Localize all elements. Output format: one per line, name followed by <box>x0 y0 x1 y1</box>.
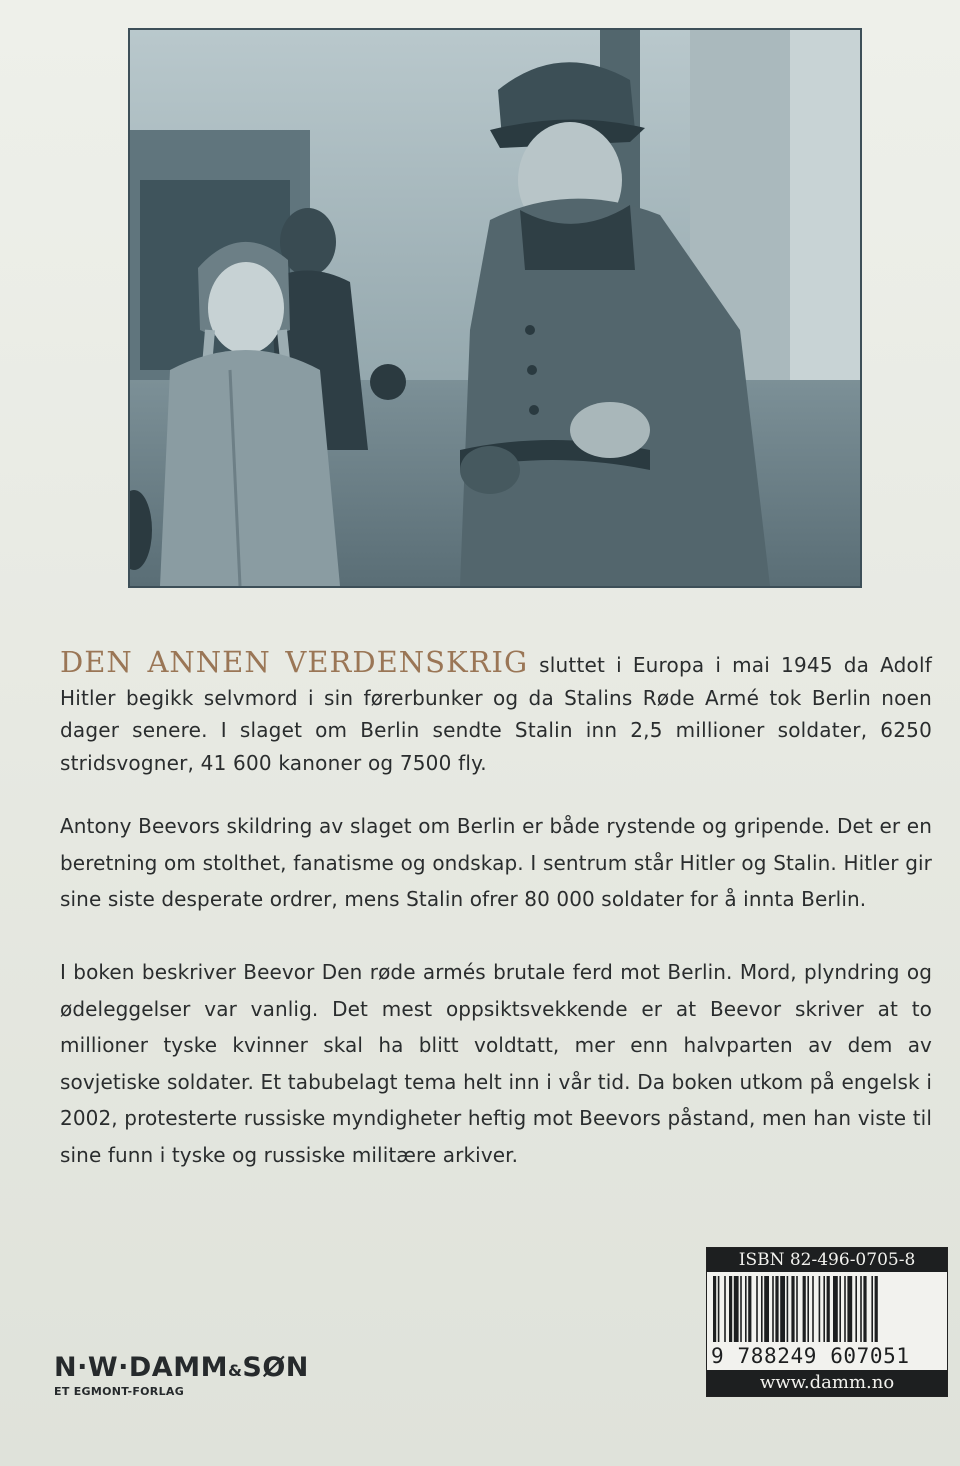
intro-paragraph <box>60 646 932 779</box>
paragraph-3: I boken beskriver Beevor Den røde armés brutale ferd mot Berlin. Mord, plyndring og ødeleggelser var vanlig. Det mest oppsiktsvekkende er at Beevor skriver at to millioner tyske kvinner skal ha blitt voldtatt, mer enn halvparten av dem av sovjetiske soldater. Et tabubelagt tema helt inn i vår tid. Da boken utkom på engelsk i 2002, protesterte russiske myndigheter heftig mot Beevors påstand, men han viste til sine funn i tyske og russiske militære arkiver. <box>60 960 932 1167</box>
paragraph-2: Antony Beevors skildring av slaget om Berlin er både rystende og gripende. Det er en beretning om stolthet, fanatisme og ondskap. I sentrum står Hitler og Stalin. Hitler gir sine siste desperate ordrer, mens Stalin ofrer 80 000 soldater for å innta Berlin. <box>60 814 932 911</box>
isbn-barcode-box <box>706 1247 948 1397</box>
barcode-number: 9 788249 607051 <box>711 1344 910 1368</box>
publisher-name-main: N·W·DAMM <box>54 1352 228 1383</box>
photo-soldier-and-girl <box>130 30 860 586</box>
cover-photo <box>128 28 862 588</box>
intro-caps-heading: DEN ANNEN VERDENSKRIG <box>60 645 529 679</box>
intro-text: sluttet i Europa i mai 1945 da Adolf Hitler begikk selvmord i sin førerbunker og da Stalins Røde Armé tok Berlin noen dager senere. I slaget om Berlin sendte Stalin inn 2,5 millioner soldater, 6250 stridsvogner, 41 600 kanoner og 7500 fly. <box>60 653 932 775</box>
isbn-label: ISBN 82-496-0705-8 <box>707 1248 947 1272</box>
publisher-name-end: SØN <box>242 1352 309 1383</box>
barcode-icon <box>713 1276 941 1342</box>
publisher-name <box>54 1352 374 1383</box>
publisher-url: www.damm.no <box>707 1370 947 1396</box>
publisher-subtitle: ET EGMONT-FORLAG <box>54 1385 185 1398</box>
publisher-logo <box>54 1352 374 1398</box>
publisher-name-amp: & <box>227 1361 243 1380</box>
